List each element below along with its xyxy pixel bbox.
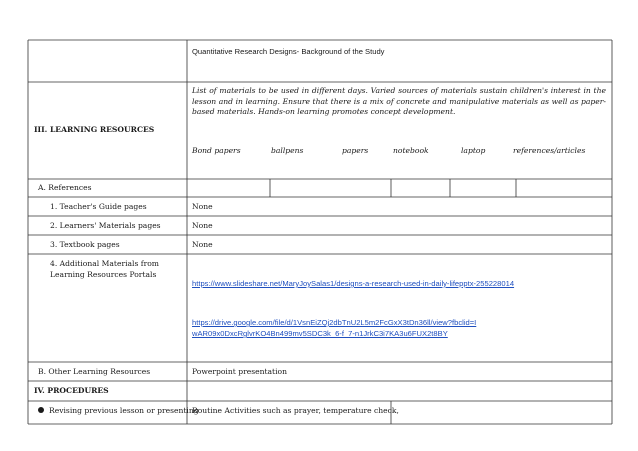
lesson-topic: Quantitative Research Designs- Background of the Study: [192, 47, 385, 56]
other-resources-label: B. Other Learning Resources: [38, 367, 151, 376]
google-drive-link[interactable]: https://drive.google.com/file/d/1VsnEiZQj2dbTnU2L5m2FcGxX3tDn36ll/view?fbclid=IwAR09x0DxcRglvrKO4Bn499mv5SDC3k_6-f_7-n1JrkC3i7KA3u6FUX2t8BY: [192, 318, 477, 338]
textbook-label: 3. Textbook pages: [50, 240, 120, 249]
references-label: A. References: [38, 183, 92, 192]
procedure-step: [38, 406, 199, 416]
additional-materials-label: 4. Additional Materials from Learning Resources Portals: [50, 259, 159, 279]
material-item: ballpens: [271, 146, 304, 155]
learning-resources-description: List of materials to be used in different days. Varied sources of materials sustain children's interest in the lesson and in learning. Ensure that there is a mix of concrete and manipulative materials as well as paper-based materials. Hands-on learning promotes concept development.: [192, 86, 606, 117]
material-item: papers: [342, 146, 369, 155]
slideshare-link[interactable]: https://www.slideshare.net/MaryJoySalas1/designs-a-research-used-in-daily-lifepptx-255228014: [192, 279, 515, 288]
learning-resources-heading: III. LEARNING RESOURCES: [34, 125, 155, 134]
material-item: Bond papers: [192, 146, 241, 155]
procedure-step-value: Routine Activities such as prayer, temperature check,: [192, 406, 399, 415]
material-item: references/articles: [513, 146, 586, 155]
material-item: laptop: [461, 146, 486, 155]
textbook-value: None: [192, 240, 213, 249]
material-item: notebook: [393, 146, 429, 155]
bullet-icon: [38, 407, 44, 413]
teachers-guide-label: 1. Teacher's Guide pages: [50, 202, 147, 211]
learners-materials-value: None: [192, 221, 213, 230]
procedures-heading: IV. PROCEDURES: [34, 386, 109, 395]
learners-materials-label: 2. Learners' Materials pages: [50, 221, 161, 230]
other-resources-value: Powerpoint presentation: [192, 367, 288, 376]
procedure-step-label: Revising previous lesson or presenting: [49, 406, 199, 415]
teachers-guide-value: None: [192, 202, 213, 211]
